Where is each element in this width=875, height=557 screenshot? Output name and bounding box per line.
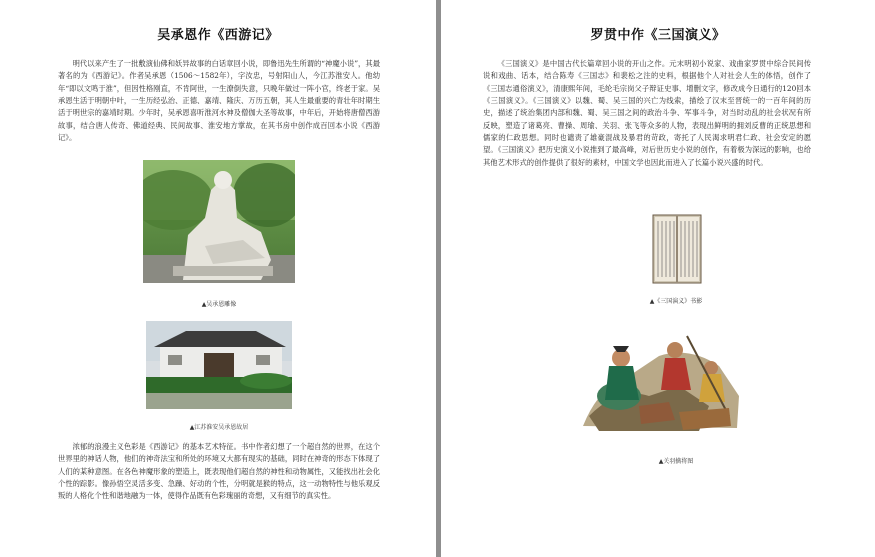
book-caption: ▲《三国演义》书影: [649, 298, 703, 305]
painting-caption: ▲关羽擒将图: [658, 458, 694, 465]
left-page: [0, 0, 436, 557]
right-paragraph-1: 《三国演义》是中国古代长篇章回小说的开山之作。元末明初小说家、戏曲家罗贯中综合民间传说和戏曲、话本，结合陈寿《三国志》和裴松之注的史料，根据他个人对社会人生的体悟，创作了《三国志通俗演义》，清康熙年间，毛纶毛宗岗父子辩证史事、增删文字，修改成今日通行的120回本《三国演义》。《三国演义》以魏、蜀、吴三国的兴亡为线索，描绘了汉末至晋统一的一百年间的历史，描述了统治集团内部和魏、蜀、吴三国之间的政治斗争、军事斗争，对当时动乱的社会状况有所反映，塑造了诸葛亮、曹操、周瑜、关羽、张飞等众多的人物，表现出鲜明的拥刘反曹的正统思想和儒家的仁政思想。同时也谴责了雄豪混战及暴君的苛政，寄托了人民渴求明君仁政、社会安定的愿望。《三国演义》把历史演义小说推到了最高峰，对后世历史小说的创作，有着极为深远的影响，也给其他艺术形式的创作提供了很好的素材，中国文学也因此而进入了长篇小说兴盛的时代。: [483, 59, 811, 167]
wu-chengen-former-residence-photo: [146, 321, 292, 409]
sanguo-book-photo: [652, 213, 702, 286]
left-paragraph-1: 明代以来产生了一批敷演仙佛和妖异故事的白话章回小说，即鲁迅先生所谓的“神魔小说”，其最著名的为《西游记》。作者吴承恩（1506～1582年），字汝忠，号射阳山人，今江苏淮安人。他幼年“即以文鸣于淮”，但因性格刚直，不肯阿世，一生潦倒失意，只晚年做过一阵小官，终老于家。吴承恩生活于明朝中叶，一生历经弘治、正德、嘉靖、隆庆、万历五朝，其人生最重要的青壮年时期生活于明世宗的嘉靖时期。少年时，吴承恩喜听淮河水神及僧伽大圣等故事，中年后，开始将唐僧西游故事，结合唐人传奇、佛道经典、民间故事、淮安地方掌故，在其书房中创作成百回本小说《西游记》。: [58, 59, 380, 143]
guanyu-painting: [579, 316, 743, 436]
wu-chengen-statue-photo: [143, 160, 295, 283]
right-page: [441, 0, 875, 557]
left-page-title: 吴承恩作《西游记》: [157, 28, 279, 43]
residence-caption: ▲江苏淮安吴承恩故居: [189, 424, 249, 431]
statue-caption: ▲吴承恩雕像: [201, 301, 237, 308]
left-paragraph-2: 浓郁的浪漫主义色彩是《西游记》的基本艺术特征。书中作者幻想了一个超自然的世界，在这个世界里的神话人物，他们的神奇法宝和所处的环境又大都有现实的基础，同时在神奇的形态下体现了人们的某种意图。在各色神魔形象的塑造上，既表现他们超自然的神性和动物属性，又能找出社会化个性的踪影。像孙悟空灵活多变、急躁、好动的个性，分明就是猴的特点，这一动物特性与他乐观反叛的人格化个性和谐地融为一体，使得作品既有色彩瑰丽的奇想，又有细节的真实性。: [58, 442, 380, 501]
right-page-title: 罗贯中作《三国演义》: [590, 28, 726, 43]
